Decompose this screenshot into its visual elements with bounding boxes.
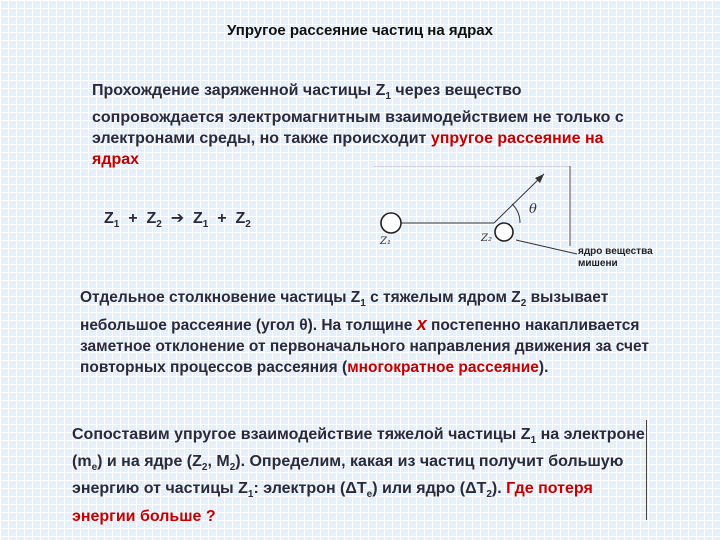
p3-sub2: 2 <box>201 462 208 474</box>
nucleus-label-line2: мишени <box>578 258 618 269</box>
p3-sub-t2: 2 <box>486 489 492 501</box>
p3-e: ). Определим, какая из частиц получит большую энергию от частицы Z <box>72 453 624 498</box>
intro-text-b: через вещество сопровождается электромагнитным взаимодействием не только с электронами среды, но также происходит <box>92 82 624 148</box>
p2-sub2: 2 <box>520 298 527 310</box>
p3-question: Где потеря энергии больше ? <box>72 480 593 525</box>
intro-sub-a: 1 <box>385 91 391 103</box>
eq-plus-2: + <box>217 210 227 227</box>
eq-z2-sub: 2 <box>156 219 162 231</box>
p3-sub3: 2 <box>229 462 236 474</box>
p3-b: на электроне (m <box>72 426 645 471</box>
label-z2: Z₂ <box>481 233 492 244</box>
eq-z1b-letter: Z <box>193 210 203 227</box>
eq-plus-1: + <box>128 210 138 227</box>
p2-x: x <box>416 314 427 335</box>
p2-a: Отдельное столкновение частицы Z <box>80 289 361 306</box>
p3-h: ). <box>491 480 507 498</box>
p3-f: : электрон (ΔT <box>253 480 367 498</box>
label-z1: Z₁ <box>380 236 391 247</box>
eq-z1b-sub: 1 <box>202 219 209 231</box>
collision-paragraph <box>80 287 650 378</box>
theta-label: θ <box>529 202 537 217</box>
nucleus-label <box>578 246 653 270</box>
particle-z1-circle <box>381 213 401 233</box>
p2-highlight: многократное рассеяние <box>347 359 539 377</box>
intro-highlight: упругое рассеяние на ядрах <box>92 130 604 169</box>
eq-z1-sub: 1 <box>113 219 120 231</box>
p2-e: ). <box>538 359 549 377</box>
p3-g: ) или ядро (ΔT <box>372 480 487 498</box>
right-divider-line <box>646 420 647 520</box>
p3-sub4: 1 <box>247 489 254 501</box>
intro-paragraph <box>92 80 632 170</box>
eq-z1-letter: Z <box>104 210 114 227</box>
eq-z2-letter: Z <box>146 210 157 227</box>
theta-arc <box>512 204 520 223</box>
intro-text-a: Прохождение заряженной частицы Z <box>92 82 386 99</box>
eq-z2b-sub: 2 <box>245 219 251 231</box>
p2-c: вызывает небольшое рассеяние (угол θ). На толщине <box>80 289 609 335</box>
p3-sub-e: e <box>91 462 98 474</box>
reaction-equation <box>104 208 251 230</box>
eq-z2b-letter: Z <box>235 210 246 227</box>
nucleus-label-line1: ядро вещества <box>578 246 653 257</box>
p2-b: с тяжелым ядром Z <box>365 289 521 306</box>
slide-title: Упругое рассеяние частиц на ядрах <box>227 22 493 39</box>
scattering-diagram <box>370 166 580 266</box>
p3-sub-te: e <box>366 489 373 501</box>
p3-a: Сопоставим упругое взаимодействие тяжелой частицы Z <box>72 426 531 443</box>
p3-c: ) и на ядре (Z <box>97 453 202 471</box>
nucleus-z2-circle <box>495 223 513 241</box>
p2-d: постепенно накапливается заметное отклонение от первоначального направления движения за счет повторных процессов рассеяния ( <box>80 317 650 377</box>
p2-sub1: 1 <box>360 298 366 310</box>
eq-arrow-icon: ➔ <box>170 210 185 227</box>
p3-d: , M <box>207 453 230 471</box>
nucleus-pointer-line <box>516 240 577 254</box>
question-paragraph <box>72 424 652 527</box>
p3-sub1: 1 <box>530 435 537 447</box>
